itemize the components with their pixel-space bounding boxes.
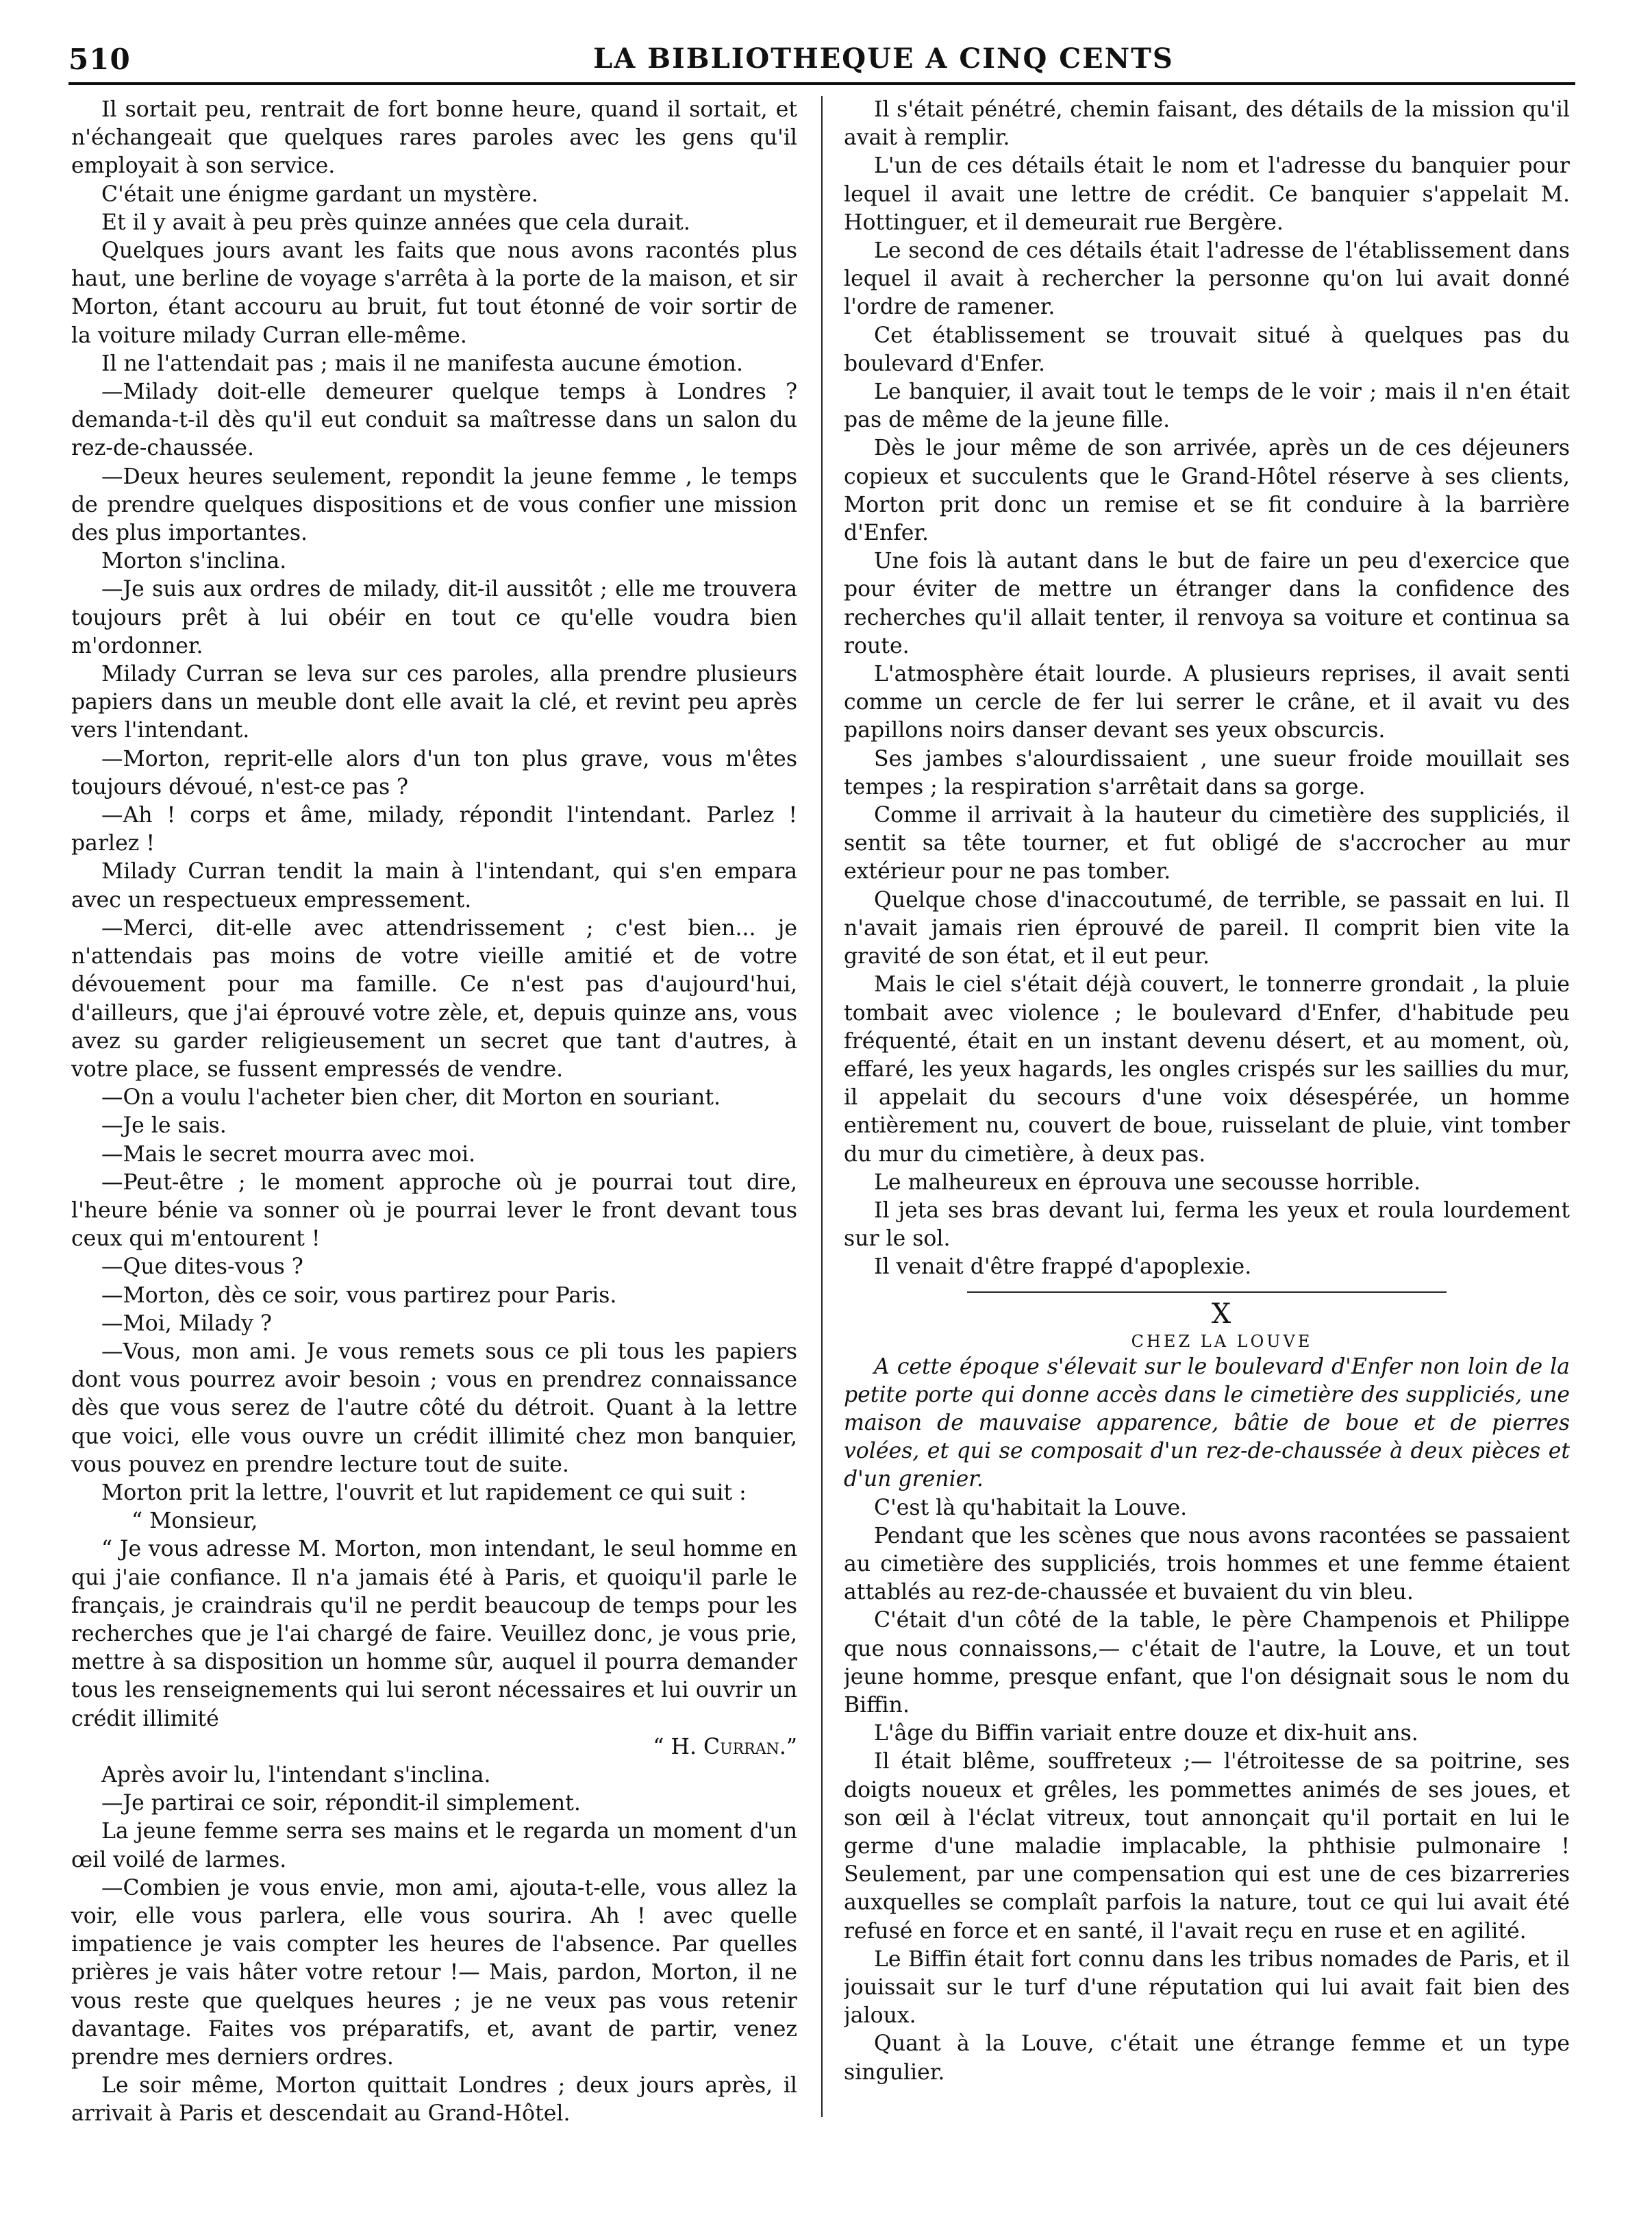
paragraph: L'âge du Biffin variait entre douze et dix-huit ans. xyxy=(874,1721,1418,1746)
letter-body: “ Je vous adresse M. Morton, mon intendant, le seul homme en qui j'aie confiance. Il n'a jamais été à Paris, et quoiqu'il parle le français, je craindrais qu'il ne perdit beaucoup de temps pour les recherches que je l'ai chargé de faire. Veuillez donc, je vous prie, mettre à sa disposition un homme sûr, auquel il pourra demander tous les renseignements qui lui seront nécessaires et lui ouvrir un crédit illimité xyxy=(71,1537,797,1731)
chapter-rule xyxy=(967,1291,1447,1293)
paragraph: Le banquier, il avait tout le temps de le voir ; mais il n'en était pas de même de la jeune fille. xyxy=(844,380,1570,433)
paragraph: Le Biffin était fort connu dans les tribus nomades de Paris, et il jouissait sur le turf d'une réputation qui lui avait fait bien des jaloux. xyxy=(844,1946,1570,2029)
paragraph: Le second de ces détails était l'adresse de l'établissement dans lequel il avait à rechercher la personne qu'on lui avait donné l'ordre de ramener. xyxy=(844,238,1570,320)
paragraph: Comme il arrivait à la hauteur du cimetière des suppliciés, il sentit sa tête tourner, et fut obligé de s'accrocher au mur extérieur pour ne pas tomber. xyxy=(844,803,1570,884)
column-divider xyxy=(821,96,823,2117)
paragraph: Ses jambes s'alourdissaient , une sueur froide mouillait ses tempes ; la respiration s'arrêtait dans sa gorge. xyxy=(844,746,1570,800)
paragraph: Pendant que les scènes que nous avons racontées se passaient au cimetière des suppliciés, trois hommes et une femme étaient attablés au rez-de-chaussée et buvaient du vin bleu. xyxy=(844,1523,1570,1605)
letter-salutation: “ Monsieur, xyxy=(132,1509,258,1534)
header-rule xyxy=(68,82,1575,85)
paragraph: —Moi, Milady ? xyxy=(101,1311,272,1336)
paragraph: Morton prit la lettre, l'ouvrit et lut rapidement ce qui suit : xyxy=(101,1480,747,1505)
page-header xyxy=(68,36,1575,79)
paragraph: —Morton, dès ce soir, vous partirez pour Paris. xyxy=(101,1283,617,1308)
running-title: LA BIBLIOTHEQUE A CINQ CENTS xyxy=(593,42,1174,75)
paragraph: —Je le sais. xyxy=(101,1113,227,1139)
paragraph: —Merci, dit-elle avec attendrissement ; c'est bien... je n'attendais pas moins de votre vieille amitié et de votre dévouement pour ma famille. Ce n'est pas d'aujourd'hui, d'ailleurs, que j'ai éprouvé votre zèle, et, depuis quinze ans, vous avez su garder religieusement un secret que tant d'autres, à votre place, se fussent empressés de vendre. xyxy=(71,915,797,1082)
paragraph: Quelques jours avant les faits que nous avons racontés plus haut, une berline de voyage s'arrêta à la porte de la maison, et sir Morton, étant accouru au bruit, fut tout étonné de voir sortir de la voiture milady Curran elle-même. xyxy=(71,238,797,348)
paragraph: Mais le ciel s'était déjà couvert, le tonnerre grondait , la pluie tombait avec violence ; le boulevard d'Enfer, d'habitude peu fréquenté, était en un instant devenu désert, et au moment, où, effaré, les yeux hagards, les ongles crispés sur les saillies du mur, il appelait du secours d'une voix désespérée, un homme entièrement nu, couvert de boue, ruisselant de pluie, vint tomber du mur du cimetière, à deux pas. xyxy=(844,972,1570,1167)
paragraph: Quant à la Louve, c'était une étrange femme et un type singulier. xyxy=(844,2031,1570,2085)
paragraph: Il était blême, souffreteux ;— l'étroitesse de sa poitrine, ses doigts noueux et grêles, les pommettes animés de ses joues, et son œil à l'éclat vitreux, tout annonçait qu'il portait en lui le germe d'une maladie implacable, la phthisie pulmonaire ! Seulement, par une compensation qui est une de ces bizarreries auxquelles se complaît parfois la nature, tout ce qui lui avait été refusé en force et en santé, il l'avait reçu en ruse et en agilité. xyxy=(844,1749,1570,1944)
paragraph: —Deux heures seulement, repondit la jeune femme , le temps de prendre quelques dispositions et de vous confier une mission des plus importantes. xyxy=(71,464,797,546)
paragraph: —Combien je vous envie, mon ami, ajouta-t-elle, vous allez la voir, elle vous parlera, elle vous sourira. Ah ! avec quelle impatience je vais compter les heures de l'absence. Par quelles prières je vais hâter votre retour !— Mais, pardon, Morton, il ne vous reste que quelques heures ; je ne veux pas vous retenir davantage. Faites vos préparatifs, et, avant de partir, venez prendre mes derniers ordres. xyxy=(71,1875,797,2070)
page-number: 510 xyxy=(68,42,131,76)
paragraph: —Que dites-vous ? xyxy=(101,1254,303,1280)
paragraph: C'était une énigme gardant un mystère. xyxy=(101,182,538,207)
chapter-title: CHEZ LA LOUVE xyxy=(1131,1331,1313,1351)
paragraph: Cet établissement se trouvait situé à quelques pas du boulevard d'Enfer. xyxy=(844,323,1570,376)
paragraph: C'était d'un côté de la table, le père Champenois et Philippe que nous connaissons,— c'était de l'autre, la Louve, et un tout jeune homme, presque enfant, que l'on désignait sous le nom du Biffin. xyxy=(844,1608,1570,1718)
paragraph: C'est là qu'habitait la Louve. xyxy=(874,1495,1188,1520)
paragraph: Dès le jour même de son arrivée, après un de ces déjeuners copieux et succulents que le Grand-Hôtel réserve à ses clients, Morton prit donc un remise et se fit conduire à la barrière d'Enfer. xyxy=(844,436,1570,546)
paragraph: Une fois là autant dans le but de faire un peu d'exercice que pour éviter de mettre un étranger dans la confidence des recherches qu'il allait tenter, il renvoya sa voiture et continua sa route. xyxy=(844,549,1570,658)
paragraph: La jeune femme serra ses mains et le regarda un moment d'un œil voilé de larmes. xyxy=(71,1819,797,1872)
paragraph: Morton s'inclina. xyxy=(101,549,287,574)
paragraph: —Vous, mon ami. Je vous remets sous ce pli tous les papiers dont vous pourrez avoir besoin ; vous en prendrez connaissance dès que vous serez de l'autre côté du détroit. Quant à la lettre que voici, elle vous ouvre un crédit illimité chez mon banquier, vous pouvez en prendre lecture tout de suite. xyxy=(71,1339,797,1477)
paragraph: —Ah ! corps et âme, milady, répondit l'intendant. Parlez ! parlez ! xyxy=(71,803,797,856)
paragraph: Il venait d'être frappé d'apoplexie. xyxy=(874,1254,1252,1280)
paragraph: —Mais le secret mourra avec moi. xyxy=(101,1141,476,1167)
paragraph: —Je partirai ce soir, répondit-il simplement. xyxy=(101,1791,581,1816)
paragraph: Après avoir lu, l'intendant s'inclina. xyxy=(101,1762,491,1787)
paragraph: L'atmosphère était lourde. A plusieurs reprises, il avait senti comme un cercle de fer lui serrer le crâne, et il avait vu des papillons noirs danser devant ses yeux obscurcis. xyxy=(844,662,1570,743)
paragraph: Il ne l'attendait pas ; mais il ne manifesta aucune émotion. xyxy=(101,351,744,376)
right-column xyxy=(844,96,1570,2206)
paragraph: A cette époque s'élevait sur le boulevard d'Enfer non loin de la petite porte qui donne accès dans le cimetière des suppliciés, une maison de mauvaise apparence, bâtie de boue et de pierres volées, et qui se composait d'un rez-de-chaussée à deux pièces et d'un grenier. xyxy=(844,1354,1570,1492)
paragraph: —On a voulu l'acheter bien cher, dit Morton en souriant. xyxy=(101,1085,721,1111)
paragraph: Il sortait peu, rentrait de fort bonne heure, quand il sortait, et n'échangeait que quelques rares paroles avec les gens qu'il employait à son service. xyxy=(71,97,797,179)
paragraph: Quelque chose d'inaccoutumé, de terrible, se passait en lui. Il n'avait jamais rien éprouvé de pareil. Il comprit bien vite la gravité de son état, et il eut peur. xyxy=(844,887,1570,969)
paragraph: —Peut-être ; le moment approche où je pourrai tout dire, l'heure bénie va sonner où je pourrai lever le front devant tous ceux qui m'entourent ! xyxy=(71,1169,797,1252)
paragraph: Le soir même, Morton quittait Londres ; deux jours après, il arrivait à Paris et descendait au Grand-Hôtel. xyxy=(71,2073,797,2127)
letter-signature: “ H. Curran.” xyxy=(653,1734,797,1759)
paragraph: Le malheureux en éprouva une secousse horrible. xyxy=(874,1169,1421,1195)
paragraph: —Morton, reprit-elle alors d'un ton plus grave, vous m'êtes toujours dévoué, n'est-ce pas ? xyxy=(71,746,797,800)
paragraph: —Milady doit-elle demeurer quelque temps à Londres ? demanda-t-il dès qu'il eut conduit sa maîtresse dans un salon du rez-de-chaussée. xyxy=(71,380,797,461)
paragraph: Il s'était pénétré, chemin faisant, des détails de la mission qu'il avait à remplir. xyxy=(844,97,1570,151)
paragraph: L'un de ces détails était le nom et l'adresse du banquier pour lequel il avait une lettre de crédit. Ce banquier s'appelait M. Hottinguer, et il demeurait rue Bergère. xyxy=(844,153,1570,235)
letter-signature-line xyxy=(71,1733,797,1761)
paragraph: Milady Curran se leva sur ces paroles, alla prendre plusieurs papiers dans un meuble dont elle avait la clé, et revint peu après vers l'intendant. xyxy=(71,662,797,743)
left-column xyxy=(71,96,797,2206)
chapter-number: X xyxy=(1211,1298,1233,1330)
paragraph: —Je suis aux ordres de milady, dit-il aussitôt ; elle me trouvera toujours prêt à lui obéir en tout ce qu'elle voudra bien m'ordonner. xyxy=(71,577,797,658)
paragraph: Milady Curran tendit la main à l'intendant, qui s'en empara avec un respectueux empressement. xyxy=(71,859,797,913)
paragraph: Et il y avait à peu près quinze années que cela durait. xyxy=(101,210,690,235)
paragraph: Il jeta ses bras devant lui, ferma les yeux et roula lourdement sur le sol. xyxy=(844,1198,1570,1252)
